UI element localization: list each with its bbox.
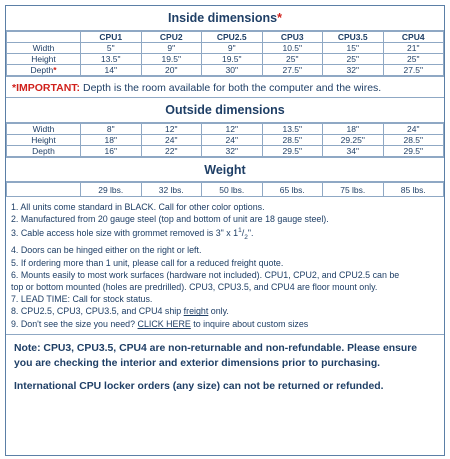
table-cell: 13.5" bbox=[81, 54, 142, 65]
note-item: 4. Doors can be hinged either on the right or left. bbox=[11, 245, 202, 256]
note-item: 3. Cable access hole size with grommet removed is 3" x $1^1/_2$". bbox=[11, 227, 254, 242]
non-returnable-note: Note: CPU3, CPU3.5, CPU4 are non-returnable and non-refundable. Please ensure you are checking the interior and exterior dimensions prior to purchasing. bbox=[14, 342, 418, 369]
important-note bbox=[6, 76, 444, 98]
international-note: International CPU locker orders (any size) can not be returned or refunded. bbox=[14, 380, 384, 392]
note-text: only. bbox=[208, 306, 229, 317]
table-cell: 18" bbox=[323, 124, 384, 135]
row-label bbox=[7, 183, 81, 197]
inside-title-text: Inside dimensions bbox=[168, 11, 278, 25]
fraction-denominator: 2 bbox=[244, 234, 248, 242]
notes-list bbox=[6, 197, 444, 330]
table-cell: 9" bbox=[202, 43, 263, 54]
table-cell: 24" bbox=[141, 135, 202, 146]
table-cell: 25" bbox=[383, 54, 444, 65]
weight-table bbox=[6, 182, 444, 197]
table-row bbox=[7, 124, 444, 135]
weight-title: Weight bbox=[6, 157, 444, 182]
table-cell: 85 lbs. bbox=[383, 183, 444, 197]
table-cell: 24" bbox=[202, 135, 263, 146]
table-cell: 24" bbox=[383, 124, 444, 135]
row-label-text: Depth bbox=[30, 65, 54, 75]
table-cell: 10.5" bbox=[262, 43, 323, 54]
table-cell: 29 lbs. bbox=[81, 183, 142, 197]
table-cell: 29.5" bbox=[262, 146, 323, 157]
note-text: 3. Cable access hole size with grommet removed is 3" x 1 bbox=[11, 228, 239, 239]
inside-header-row bbox=[7, 32, 444, 43]
table-cell: 50 lbs. bbox=[202, 183, 263, 197]
table-cell: 28.5" bbox=[383, 135, 444, 146]
outside-dimensions-title: Outside dimensions bbox=[6, 98, 444, 123]
inside-title-star: * bbox=[277, 11, 282, 25]
freight-link[interactable]: freight bbox=[183, 306, 209, 317]
table-cell: 25" bbox=[323, 54, 384, 65]
table-row bbox=[7, 65, 444, 76]
note-item: top or bottom mounted (holes are predrilled). CPU3, CPU3.5, and CPU4 are floor mount only. bbox=[11, 281, 378, 292]
row-label-star: * bbox=[53, 65, 57, 75]
table-cell: 20" bbox=[141, 65, 202, 76]
note-item bbox=[11, 318, 439, 330]
column-header: CPU1 bbox=[81, 32, 142, 43]
table-cell: 65 lbs. bbox=[262, 183, 323, 197]
column-header bbox=[7, 32, 81, 43]
table-cell: 34" bbox=[323, 146, 384, 157]
table-cell: 12" bbox=[141, 124, 202, 135]
table-cell: 14" bbox=[81, 65, 142, 76]
table-cell: 27.5" bbox=[262, 65, 323, 76]
inside-dimensions-title bbox=[6, 6, 444, 31]
note-text: to inquire about custom sizes bbox=[190, 318, 309, 329]
table-row bbox=[7, 146, 444, 157]
table-cell: 18" bbox=[81, 135, 142, 146]
important-label: *IMPORTANT: bbox=[12, 82, 81, 94]
table-cell: 21" bbox=[383, 43, 444, 54]
table-cell: 32 lbs. bbox=[141, 183, 202, 197]
note-text: ". bbox=[247, 228, 254, 239]
table-cell: 27.5" bbox=[383, 65, 444, 76]
table-cell: 32" bbox=[202, 146, 263, 157]
table-cell: 9" bbox=[141, 43, 202, 54]
table-cell: 19.5" bbox=[141, 54, 202, 65]
note-item: 6. Mounts easily to most work surfaces (hardware not included). CPU1, CPU2, and CPU2.5 can be bbox=[11, 269, 400, 280]
table-cell: 30" bbox=[202, 65, 263, 76]
table-cell: 28.5" bbox=[262, 135, 323, 146]
column-header: CPU2 bbox=[141, 32, 202, 43]
table-cell: 22" bbox=[141, 146, 202, 157]
table-cell: 5" bbox=[81, 43, 142, 54]
outside-dimensions-table bbox=[6, 123, 444, 157]
column-header: CPU2.5 bbox=[202, 32, 263, 43]
note-item bbox=[11, 305, 439, 317]
table-cell: 29.25" bbox=[323, 135, 384, 146]
table-cell: 19.5" bbox=[202, 54, 263, 65]
table-cell: 29.5" bbox=[383, 146, 444, 157]
table-cell: 25" bbox=[262, 54, 323, 65]
inside-dimensions-table bbox=[6, 31, 444, 76]
product-spec-panel bbox=[5, 5, 445, 456]
table-cell: 75 lbs. bbox=[323, 183, 384, 197]
row-label: Height bbox=[7, 135, 81, 146]
note-text: 8. CPU2.5, CPU3, CPU3.5, and CPU4 ship bbox=[11, 306, 184, 317]
table-cell: 13.5" bbox=[262, 124, 323, 135]
table-cell: 8" bbox=[81, 124, 142, 135]
column-header: CPU3 bbox=[262, 32, 323, 43]
click-here-link[interactable]: CLICK HERE bbox=[137, 318, 191, 329]
column-header: CPU3.5 bbox=[323, 32, 384, 43]
note-item: 5. If ordering more than 1 unit, please call for a reduced freight quote. bbox=[11, 257, 284, 268]
table-cell: 15" bbox=[323, 43, 384, 54]
note-text: 9. Don't see the size you need? bbox=[11, 318, 138, 329]
note-item: 2. Manufactured from 20 gauge steel (top and bottom of unit are 18 gauge steel). bbox=[11, 214, 329, 225]
fraction-numerator: 1 bbox=[238, 227, 242, 235]
row-label bbox=[7, 65, 81, 76]
table-cell: 16" bbox=[81, 146, 142, 157]
important-text: Depth is the room available for both the computer and the wires. bbox=[80, 82, 382, 94]
table-cell: 32" bbox=[323, 65, 384, 76]
row-label: Width bbox=[7, 124, 81, 135]
row-label: Depth bbox=[7, 146, 81, 157]
table-row bbox=[7, 43, 444, 54]
table-row bbox=[7, 183, 444, 197]
row-label: Height bbox=[7, 54, 81, 65]
note-item: 7. LEAD TIME: Call for stock status. bbox=[11, 294, 153, 305]
table-row bbox=[7, 135, 444, 146]
table-cell: 12" bbox=[202, 124, 263, 135]
column-header: CPU4 bbox=[383, 32, 444, 43]
note-item: 1. All units come standard in BLACK. Call for other color options. bbox=[11, 202, 265, 212]
table-row bbox=[7, 54, 444, 65]
row-label: Width bbox=[7, 43, 81, 54]
